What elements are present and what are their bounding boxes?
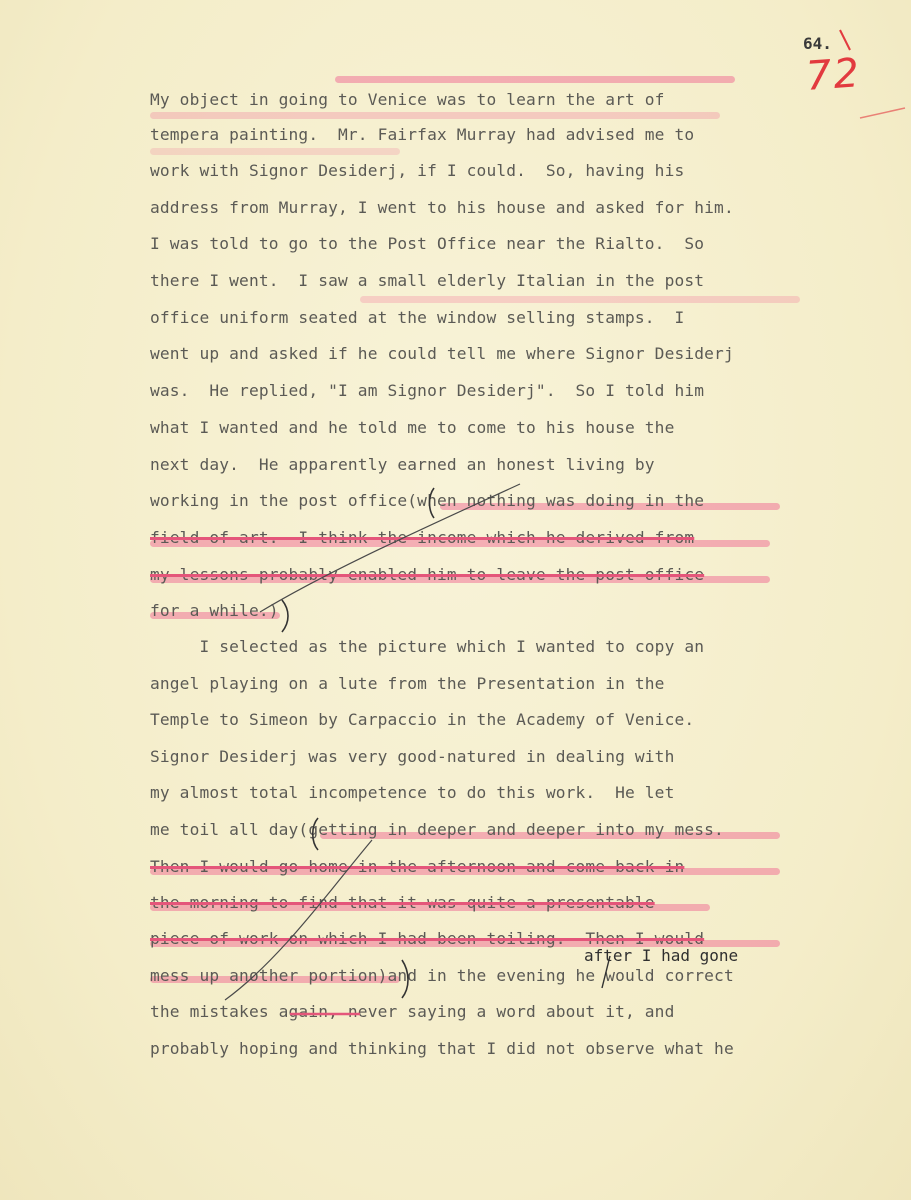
close-bracket-mark — [402, 960, 408, 998]
text-line: there I went. I saw a small elderly Italian in the post — [150, 271, 705, 290]
text-line: angel playing on a lute from the Presentation in the — [150, 674, 665, 693]
text-line: Signor Desiderj was very good-natured in dealing with — [150, 747, 675, 766]
deletion-slash-mark — [225, 840, 372, 1000]
text-line: mess up another portion)and in the evening he would correct — [150, 966, 734, 985]
open-bracket-mark — [313, 818, 318, 850]
text-line: work with Signor Desiderj, if I could. So, having his — [150, 161, 685, 180]
handwritten-page-number: 72 — [804, 50, 863, 100]
text-line: went up and asked if he could tell me where Signor Desiderj — [150, 344, 734, 363]
open-bracket-mark — [430, 488, 435, 518]
text-line: working in the post office(when nothing was doing in the — [150, 491, 705, 510]
text-line: My object in going to Venice was to learn the art of — [150, 90, 665, 109]
text-line: address from Murray, I went to his house and asked for him. — [150, 198, 734, 217]
text-line: Temple to Simeon by Carpaccio in the Academy of Venice. — [150, 710, 695, 729]
text-line: me toil all day(getting in deeper and deeper into my mess. — [150, 820, 724, 839]
red-pen-tick — [840, 30, 850, 50]
text-line: my almost total incompetence to do this work. He let — [150, 783, 675, 802]
text-line: I was told to go to the Post Office near the Rialto. So — [150, 234, 705, 253]
struck-text-line: the morning to find that it was quite a presentable — [150, 893, 655, 912]
text-line: was. He replied, "I am Signor Desiderj". So I told him — [150, 381, 705, 400]
struck-text-line: piece of work on which I had been toiling. Then I would — [150, 929, 705, 948]
struck-text-line: field of art. I think the income which he derived from — [150, 528, 695, 547]
page-number: 64. — [803, 34, 832, 53]
red-pen-tick — [860, 108, 905, 118]
text-line: next day. He apparently earned an honest living by — [150, 455, 655, 474]
text-line: probably hoping and thinking that I did not observe what he — [150, 1039, 734, 1058]
close-bracket-mark — [282, 600, 288, 632]
deletion-slash-mark — [260, 484, 520, 612]
text-line: I selected as the picture which I wanted to copy an — [150, 637, 705, 656]
inserted-text: after I had gone — [584, 946, 739, 965]
struck-text-line: Then I would go home in the afternoon and come back in — [150, 857, 685, 876]
text-line: tempera painting. Mr. Fairfax Murray had advised me to — [150, 125, 695, 144]
text-line: office uniform seated at the window selling stamps. I — [150, 308, 685, 327]
struck-text-line: my lessons probably enabled him to leave the post office — [150, 565, 705, 584]
text-line: what I wanted and he told me to come to his house the — [150, 418, 675, 437]
text-line: for a while.) — [150, 601, 279, 620]
insertion-caret-mark — [602, 956, 610, 988]
text-line: the mistakes again, never saying a word about it, and — [150, 1002, 675, 1021]
